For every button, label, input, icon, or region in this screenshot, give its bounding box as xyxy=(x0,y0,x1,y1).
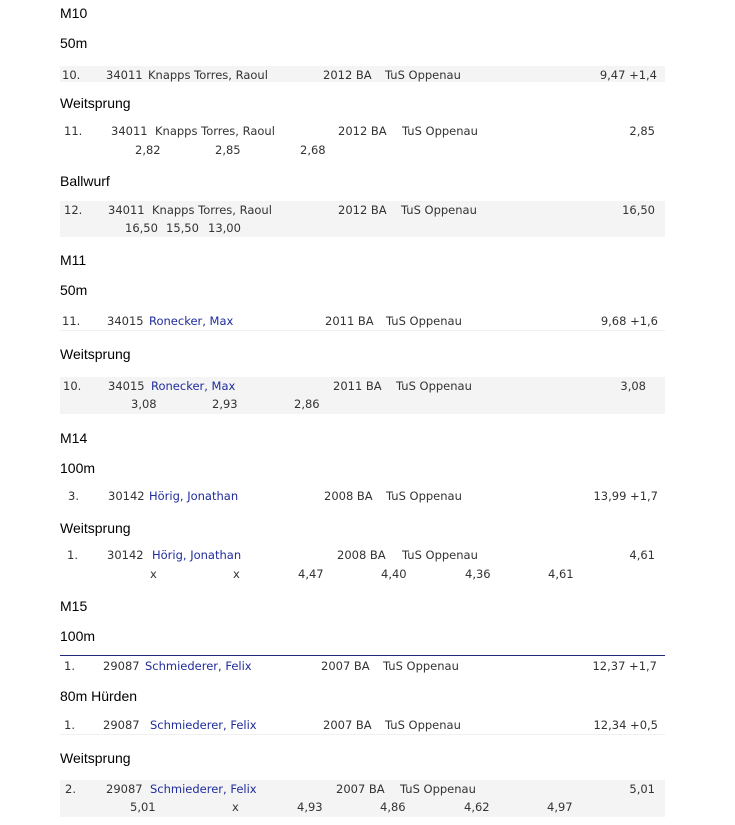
event-heading-weitsprung: Weitsprung xyxy=(60,750,131,766)
athlete-name-link[interactable]: Schmiederer, Felix xyxy=(150,782,257,796)
birth-year: 2012 BA xyxy=(338,124,387,138)
rank: 2. xyxy=(65,782,76,796)
attempt: 4,36 xyxy=(465,567,491,581)
result-row xyxy=(60,122,665,160)
attempt: 2,82 xyxy=(135,143,161,157)
event-heading-weitsprung: Weitsprung xyxy=(60,346,131,362)
club-name: TuS Oppenau xyxy=(385,718,461,732)
rank: 1. xyxy=(64,718,75,732)
club-name: TuS Oppenau xyxy=(402,124,478,138)
athlete-name-link[interactable]: Ronecker, Max xyxy=(149,314,234,328)
club-name: TuS Oppenau xyxy=(385,68,461,82)
result-row xyxy=(60,780,665,817)
result-value: 12,37 +1,7 xyxy=(592,659,657,673)
rank: 11. xyxy=(62,314,81,328)
rank: 1. xyxy=(64,659,75,673)
rank: 3. xyxy=(68,489,79,503)
event-heading-80m-huerden: 80m Hürden xyxy=(60,688,138,704)
athlete-id: 34015 xyxy=(108,379,145,393)
athlete-name-link[interactable]: Hörig, Jonathan xyxy=(149,489,239,503)
athlete-name-link[interactable]: Schmiederer, Felix xyxy=(150,718,257,732)
athlete-name: Knapps Torres, Raoul xyxy=(152,203,272,217)
result-value: 13,99 +1,7 xyxy=(593,489,658,503)
result-value: 9,68 +1,6 xyxy=(600,314,658,328)
birth-year: 2012 BA xyxy=(323,68,372,82)
athlete-name-link[interactable]: Hörig, Jonathan xyxy=(152,548,242,562)
attempt: 4,61 xyxy=(548,567,574,581)
event-heading-weitsprung: Weitsprung xyxy=(60,520,131,536)
attempt: 15,50 xyxy=(166,221,199,235)
result-value: 3,08 xyxy=(620,379,646,393)
group-heading-m14: M14 xyxy=(60,430,88,446)
result-value: 12,34 +0,5 xyxy=(593,718,658,732)
rank: 12. xyxy=(64,203,83,217)
club-name: TuS Oppenau xyxy=(402,548,478,562)
attempt: 4,47 xyxy=(298,567,324,581)
rank: 1. xyxy=(67,548,78,562)
athlete-name-link[interactable]: Schmiederer, Felix xyxy=(145,659,252,673)
athlete-id: 30142 xyxy=(108,489,145,503)
birth-year: 2008 BA xyxy=(337,548,386,562)
attempt: 4,62 xyxy=(464,800,490,814)
event-heading-ballwurf: Ballwurf xyxy=(60,173,110,189)
result-row xyxy=(60,312,665,331)
result-row xyxy=(60,546,665,584)
club-name: TuS Oppenau xyxy=(383,659,459,673)
result-row xyxy=(60,655,665,674)
attempt: 4,86 xyxy=(380,800,406,814)
event-heading-50m: 50m xyxy=(60,282,88,298)
attempt: 2,68 xyxy=(300,143,326,157)
club-name: TuS Oppenau xyxy=(396,379,472,393)
result-row xyxy=(60,487,665,505)
result-value: 16,50 xyxy=(622,203,655,217)
club-name: TuS Oppenau xyxy=(386,314,462,328)
result-value: 9,47 +1,4 xyxy=(599,68,657,82)
attempt: 2,86 xyxy=(294,397,320,411)
birth-year: 2008 BA xyxy=(324,489,373,503)
birth-year: 2011 BA xyxy=(325,314,374,328)
result-row xyxy=(60,201,665,237)
club-name: TuS Oppenau xyxy=(401,203,477,217)
birth-year: 2012 BA xyxy=(338,203,387,217)
athlete-id: 34011 xyxy=(108,203,145,217)
athlete-name: Knapps Torres, Raoul xyxy=(155,124,275,138)
athlete-id: 30142 xyxy=(107,548,144,562)
rank: 10. xyxy=(63,379,82,393)
attempt: 3,08 xyxy=(131,397,157,411)
group-heading-m15: M15 xyxy=(60,598,88,614)
event-heading-100m: 100m xyxy=(60,628,96,644)
rank: 11. xyxy=(64,124,83,138)
group-heading-m10: M10 xyxy=(60,5,88,21)
attempt: 16,50 xyxy=(125,221,158,235)
group-heading-m11: M11 xyxy=(60,252,87,268)
attempt: 4,40 xyxy=(381,567,407,581)
result-value: 4,61 xyxy=(629,548,655,562)
athlete-id: 34015 xyxy=(107,314,144,328)
athlete-id: 29087 xyxy=(103,718,140,732)
attempt: x xyxy=(232,800,239,814)
club-name: TuS Oppenau xyxy=(386,489,462,503)
result-row xyxy=(60,716,665,735)
event-heading-50m: 50m xyxy=(60,35,88,51)
attempt: 5,01 xyxy=(130,800,156,814)
athlete-id: 29087 xyxy=(106,782,143,796)
athlete-id: 34011 xyxy=(111,124,148,138)
result-value: 2,85 xyxy=(629,124,655,138)
athlete-id: 34011 xyxy=(106,68,143,82)
birth-year: 2007 BA xyxy=(336,782,385,796)
attempt: 2,85 xyxy=(215,143,241,157)
event-heading-100m: 100m xyxy=(60,460,96,476)
attempt: x xyxy=(150,567,157,581)
attempt: 4,97 xyxy=(547,800,573,814)
birth-year: 2011 BA xyxy=(333,379,382,393)
attempt: x xyxy=(233,567,240,581)
athlete-id: 29087 xyxy=(103,659,140,673)
attempt: 2,93 xyxy=(212,397,238,411)
rank: 10. xyxy=(62,68,81,82)
attempt: 13,00 xyxy=(208,221,241,235)
attempt: 4,93 xyxy=(297,800,323,814)
result-row xyxy=(60,66,665,82)
event-heading-weitsprung: Weitsprung xyxy=(60,95,131,111)
birth-year: 2007 BA xyxy=(323,718,372,732)
athlete-name: Knapps Torres, Raoul xyxy=(148,68,268,82)
result-row xyxy=(60,377,665,414)
club-name: TuS Oppenau xyxy=(400,782,476,796)
birth-year: 2007 BA xyxy=(321,659,370,673)
athlete-name-link[interactable]: Ronecker, Max xyxy=(151,379,236,393)
result-value: 5,01 xyxy=(629,782,655,796)
